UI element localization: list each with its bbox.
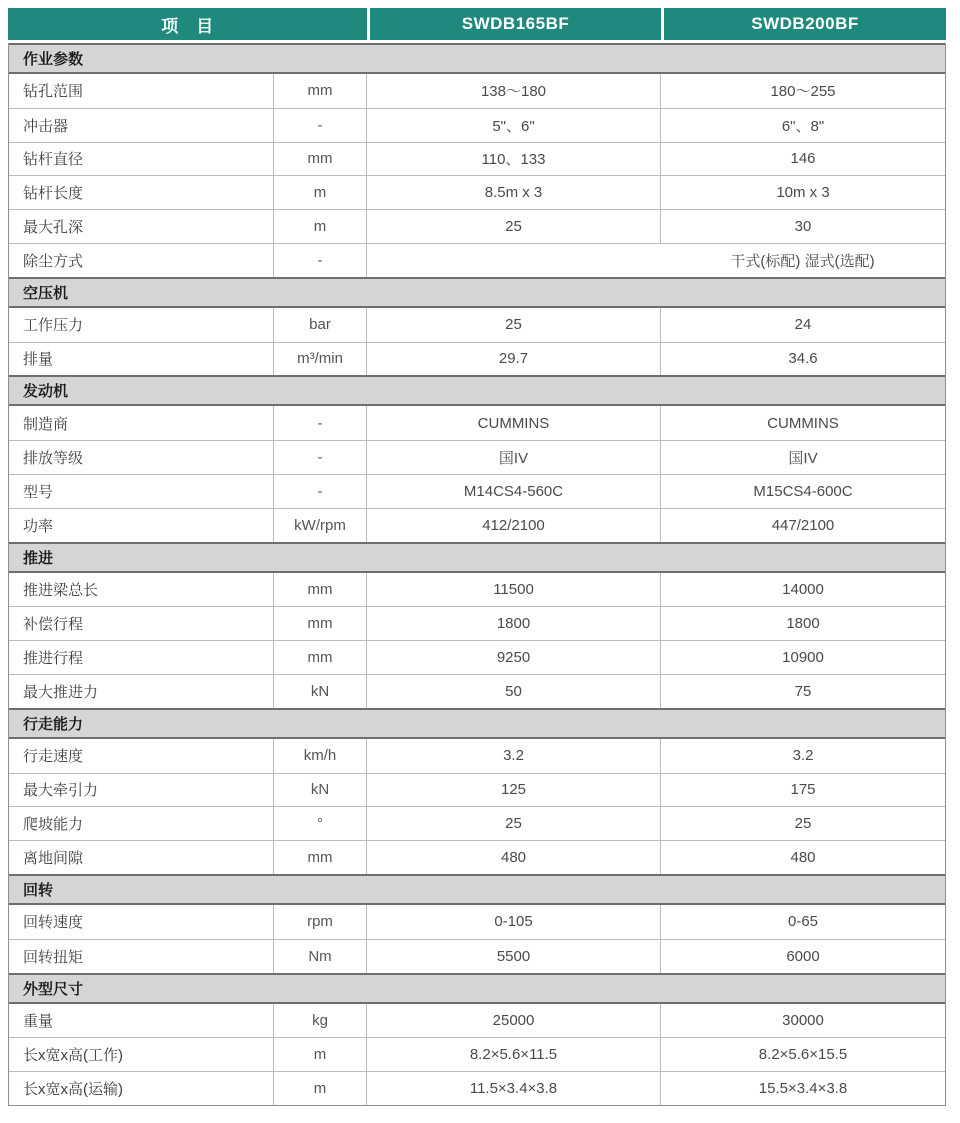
table-row-dust-suppression <box>9 243 945 277</box>
param-name: 回转速度 <box>23 914 84 932</box>
param-unit: mm <box>273 641 366 674</box>
param-value-swdb165bf: 11.5×3.4×3.8 <box>366 1072 660 1105</box>
param-unit: bar <box>273 308 366 342</box>
param-value-swdb165bf: 3.2 <box>366 739 660 773</box>
param-unit: m <box>273 176 366 209</box>
param-name: 长x宽x高(运输) <box>23 1081 123 1099</box>
param-unit: mm <box>273 143 366 176</box>
param-value-swdb165bf: 0-105 <box>366 905 660 939</box>
param-name: 功率 <box>23 517 54 535</box>
param-name: 爬坡能力 <box>23 816 84 834</box>
param-value-swdb165bf: 9250 <box>366 641 660 674</box>
param-unit: m³/min <box>273 343 366 376</box>
table-row <box>9 440 945 474</box>
param-name: 行走速度 <box>23 748 84 766</box>
section-header-operating-params: 作业参数 <box>9 43 945 74</box>
param-value-swdb165bf: 11500 <box>366 573 660 607</box>
table-row <box>9 406 945 440</box>
param-value-swdb165bf: 412/2100 <box>366 509 660 542</box>
param-value-swdb200bf: 6"、8" <box>660 109 945 142</box>
table-row <box>9 474 945 508</box>
table-row <box>9 74 945 108</box>
table-row <box>9 508 945 542</box>
column-header-model-swdb200bf: SWDB200BF <box>661 8 946 40</box>
param-name: 推进梁总长 <box>23 581 99 599</box>
table-row <box>9 773 945 807</box>
param-unit: Nm <box>273 940 366 973</box>
param-name: 钻杆长度 <box>23 185 84 203</box>
param-unit: km/h <box>273 739 366 773</box>
table-row <box>9 175 945 209</box>
param-value-swdb200bf: 0-65 <box>660 905 945 939</box>
param-name: 最大推进力 <box>23 683 99 701</box>
param-value-swdb200bf: 25 <box>660 807 945 840</box>
param-value-swdb200bf: 15.5×3.4×3.8 <box>660 1072 945 1105</box>
param-value-swdb200bf: 146 <box>660 143 945 176</box>
table-row <box>9 142 945 176</box>
param-name: 回转扭矩 <box>23 948 84 966</box>
param-value-swdb200bf: 3.2 <box>660 739 945 773</box>
param-name: 补偿行程 <box>23 616 84 634</box>
param-unit: - <box>273 441 366 474</box>
param-name: 制造商 <box>23 415 69 433</box>
param-unit: mm <box>273 841 366 874</box>
param-unit: - <box>273 475 366 508</box>
table-header-row <box>8 8 946 40</box>
table-row <box>9 1037 945 1071</box>
param-value-swdb200bf: M15CS4-600C <box>660 475 945 508</box>
param-value-swdb165bf: CUMMINS <box>366 406 660 440</box>
table-row <box>9 1004 945 1038</box>
param-value-swdb165bf: 138～180 <box>366 74 660 108</box>
param-name: 钻孔范围 <box>23 83 84 101</box>
param-value-swdb165bf: 480 <box>366 841 660 874</box>
table-row <box>9 308 945 342</box>
param-value-swdb165bf: 50 <box>366 675 660 708</box>
param-value-swdb165bf: 8.5m x 3 <box>366 176 660 209</box>
param-unit: rpm <box>273 905 366 939</box>
param-name: 重量 <box>23 1012 54 1030</box>
section-header-travel: 行走能力 <box>9 708 945 739</box>
param-value-swdb200bf: 14000 <box>660 573 945 607</box>
param-value-swdb165bf: 29.7 <box>366 343 660 376</box>
param-name: 排放等级 <box>23 450 84 468</box>
param-name: 长x宽x高(工作) <box>23 1047 123 1065</box>
param-value-swdb200bf: 480 <box>660 841 945 874</box>
param-unit: kN <box>273 675 366 708</box>
param-value-swdb200bf: 10900 <box>660 641 945 674</box>
param-value-swdb200bf: 24 <box>660 308 945 342</box>
section-header-air-compressor: 空压机 <box>9 277 945 308</box>
param-value-swdb165bf: 国IV <box>366 441 660 474</box>
param-name: 最大牵引力 <box>23 782 99 800</box>
section-header-dimensions: 外型尺寸 <box>9 973 945 1004</box>
table-row <box>9 573 945 607</box>
table-row <box>9 739 945 773</box>
param-value-swdb165bf: 110、133 <box>366 143 660 176</box>
table-row <box>9 806 945 840</box>
param-value-swdb200bf: 1800 <box>660 607 945 640</box>
table-row <box>9 939 945 973</box>
param-name: 最大孔深 <box>23 219 84 237</box>
param-value-swdb165bf: 1800 <box>366 607 660 640</box>
param-name: 型号 <box>23 483 54 501</box>
param-unit: m <box>273 210 366 243</box>
param-name: 工作压力 <box>23 317 84 335</box>
param-value-swdb165bf: 25 <box>366 807 660 840</box>
param-value-swdb165bf: 25 <box>366 308 660 342</box>
param-name: 除尘方式 <box>23 252 84 270</box>
param-value-swdb200bf: CUMMINS <box>660 406 945 440</box>
param-value-swdb165bf: 5"、6" <box>366 109 660 142</box>
param-unit: kN <box>273 774 366 807</box>
param-unit: - <box>273 406 366 440</box>
param-value-swdb200bf: 447/2100 <box>660 509 945 542</box>
param-name: 钻杆直径 <box>23 151 84 169</box>
table-row <box>9 209 945 243</box>
param-unit: m <box>273 1072 366 1105</box>
table-row <box>9 1071 945 1105</box>
param-value-merged <box>366 244 945 277</box>
table-row <box>9 108 945 142</box>
param-unit: ° <box>273 807 366 840</box>
param-name: 推进行程 <box>23 650 84 668</box>
section-header-feed: 推进 <box>9 542 945 573</box>
param-value-swdb200bf: 180～255 <box>660 74 945 108</box>
table-row <box>9 674 945 708</box>
param-value-swdb165bf: 25 <box>366 210 660 243</box>
param-unit: m <box>273 1038 366 1071</box>
table-row <box>9 640 945 674</box>
param-value-swdb165bf: 8.2×5.6×11.5 <box>366 1038 660 1071</box>
param-unit: - <box>273 109 366 142</box>
param-value-swdb200bf: 国IV <box>660 441 945 474</box>
param-value-swdb200bf: 34.6 <box>660 343 945 376</box>
param-value-swdb165bf: M14CS4-560C <box>366 475 660 508</box>
table-row <box>9 840 945 874</box>
param-unit: kW/rpm <box>273 509 366 542</box>
param-value-swdb200bf: 75 <box>660 675 945 708</box>
param-name: 冲击器 <box>23 117 69 135</box>
table-row <box>9 905 945 939</box>
section-header-engine: 发动机 <box>9 375 945 406</box>
param-value-swdb165bf: 125 <box>366 774 660 807</box>
param-unit: kg <box>273 1004 366 1038</box>
table-body <box>8 43 946 1106</box>
param-value-swdb200bf: 10m x 3 <box>660 176 945 209</box>
param-unit: - <box>273 244 366 277</box>
param-value-swdb200bf: 8.2×5.6×15.5 <box>660 1038 945 1071</box>
param-name: 离地间隙 <box>23 850 84 868</box>
param-value-swdb165bf: 5500 <box>366 940 660 973</box>
table-row <box>9 606 945 640</box>
param-value-swdb200bf: 6000 <box>660 940 945 973</box>
table-row <box>9 342 945 376</box>
param-name: 排量 <box>23 351 54 369</box>
param-value-swdb200bf: 175 <box>660 774 945 807</box>
param-unit: mm <box>273 607 366 640</box>
param-unit: mm <box>273 573 366 607</box>
column-header-model-swdb165bf: SWDB165BF <box>367 8 661 40</box>
param-value-swdb200bf: 30 <box>660 210 945 243</box>
spec-table <box>8 8 946 1106</box>
section-header-rotation: 回转 <box>9 874 945 905</box>
param-unit: mm <box>273 74 366 108</box>
param-value-swdb200bf: 30000 <box>660 1004 945 1038</box>
param-value-swdb165bf: 25000 <box>366 1004 660 1038</box>
merged-value-text: 干式(标配) 湿式(选配) <box>730 252 875 270</box>
column-header-item: 项 目 <box>8 8 367 40</box>
